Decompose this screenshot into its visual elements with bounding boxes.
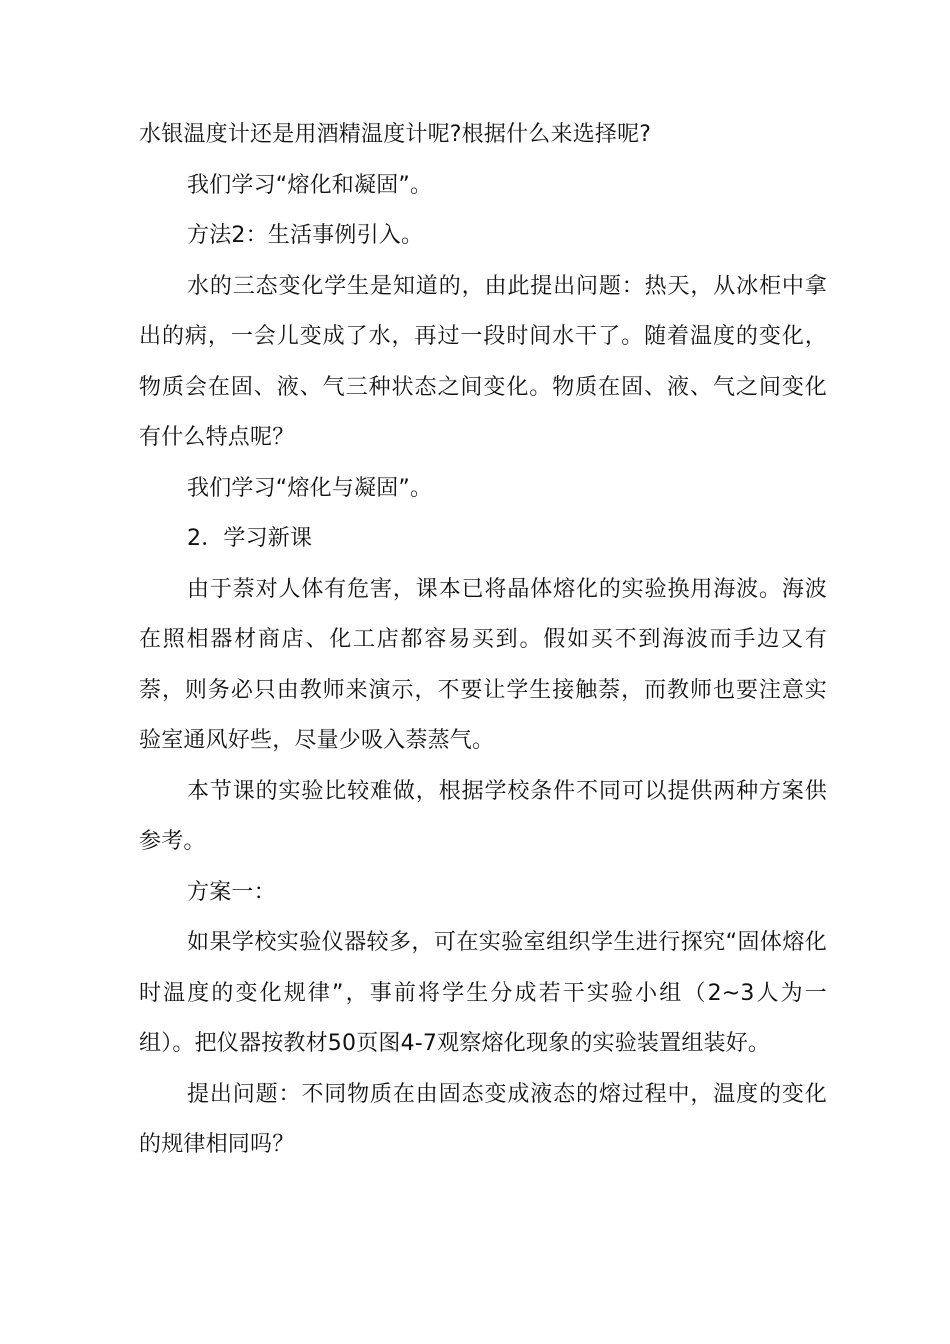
paragraph-10: 如果学校实验仪器较多，可在实验室组织学生进行探究“固体熔化时温度的变化规律”，事前将学生分成若干实验小组（2~3人为一组）。把仪器按教材50页图4-7观察熔化现象的实验装置组装好。 (139, 930, 827, 1056)
paragraph-2: 我们学习“熔化和凝固”。 (187, 172, 433, 198)
paragraph-11: 提出问题：不同物质在由固态变成液态的熔过程中，温度的变化的规律相同吗？ (139, 1081, 827, 1157)
paragraph-8: 本节课的实验比较难做，根据学校条件不同可以提供两种方案供参考。 (139, 778, 827, 854)
paragraph-4: 水的三态变化学生是知道的，由此提出问题：热天，从冰柜中拿出的病，一会儿变成了水，再过一段时间水干了。随着温度的变化，物质会在固、液、气三种状态之间变化。物质在固、液、气之间变化有什么特点呢？ (139, 273, 827, 450)
document-body (139, 110, 827, 1171)
paragraph-5: 我们学习“熔化与凝固”。 (187, 475, 433, 501)
paragraph-7: 由于萘对人体有危害，课本已将晶体熔化的实验换用海波。海波在照相器材商店、化工店都容易买到。假如买不到海波而手边又有萘，则务必只由教师来演示，不要让学生接触萘，而教师也要注意实验室通风好些，尽量少吸入萘蒸气。 (139, 576, 827, 753)
paragraph-9: 方案一： (187, 879, 276, 905)
paragraph-6: 2．学习新课 (187, 526, 313, 551)
paragraph-3: 方法2：生活事例引入。 (187, 223, 424, 248)
paragraph-1: 水银温度计还是用酒精温度计呢?根据什么来选择呢? (139, 122, 652, 147)
